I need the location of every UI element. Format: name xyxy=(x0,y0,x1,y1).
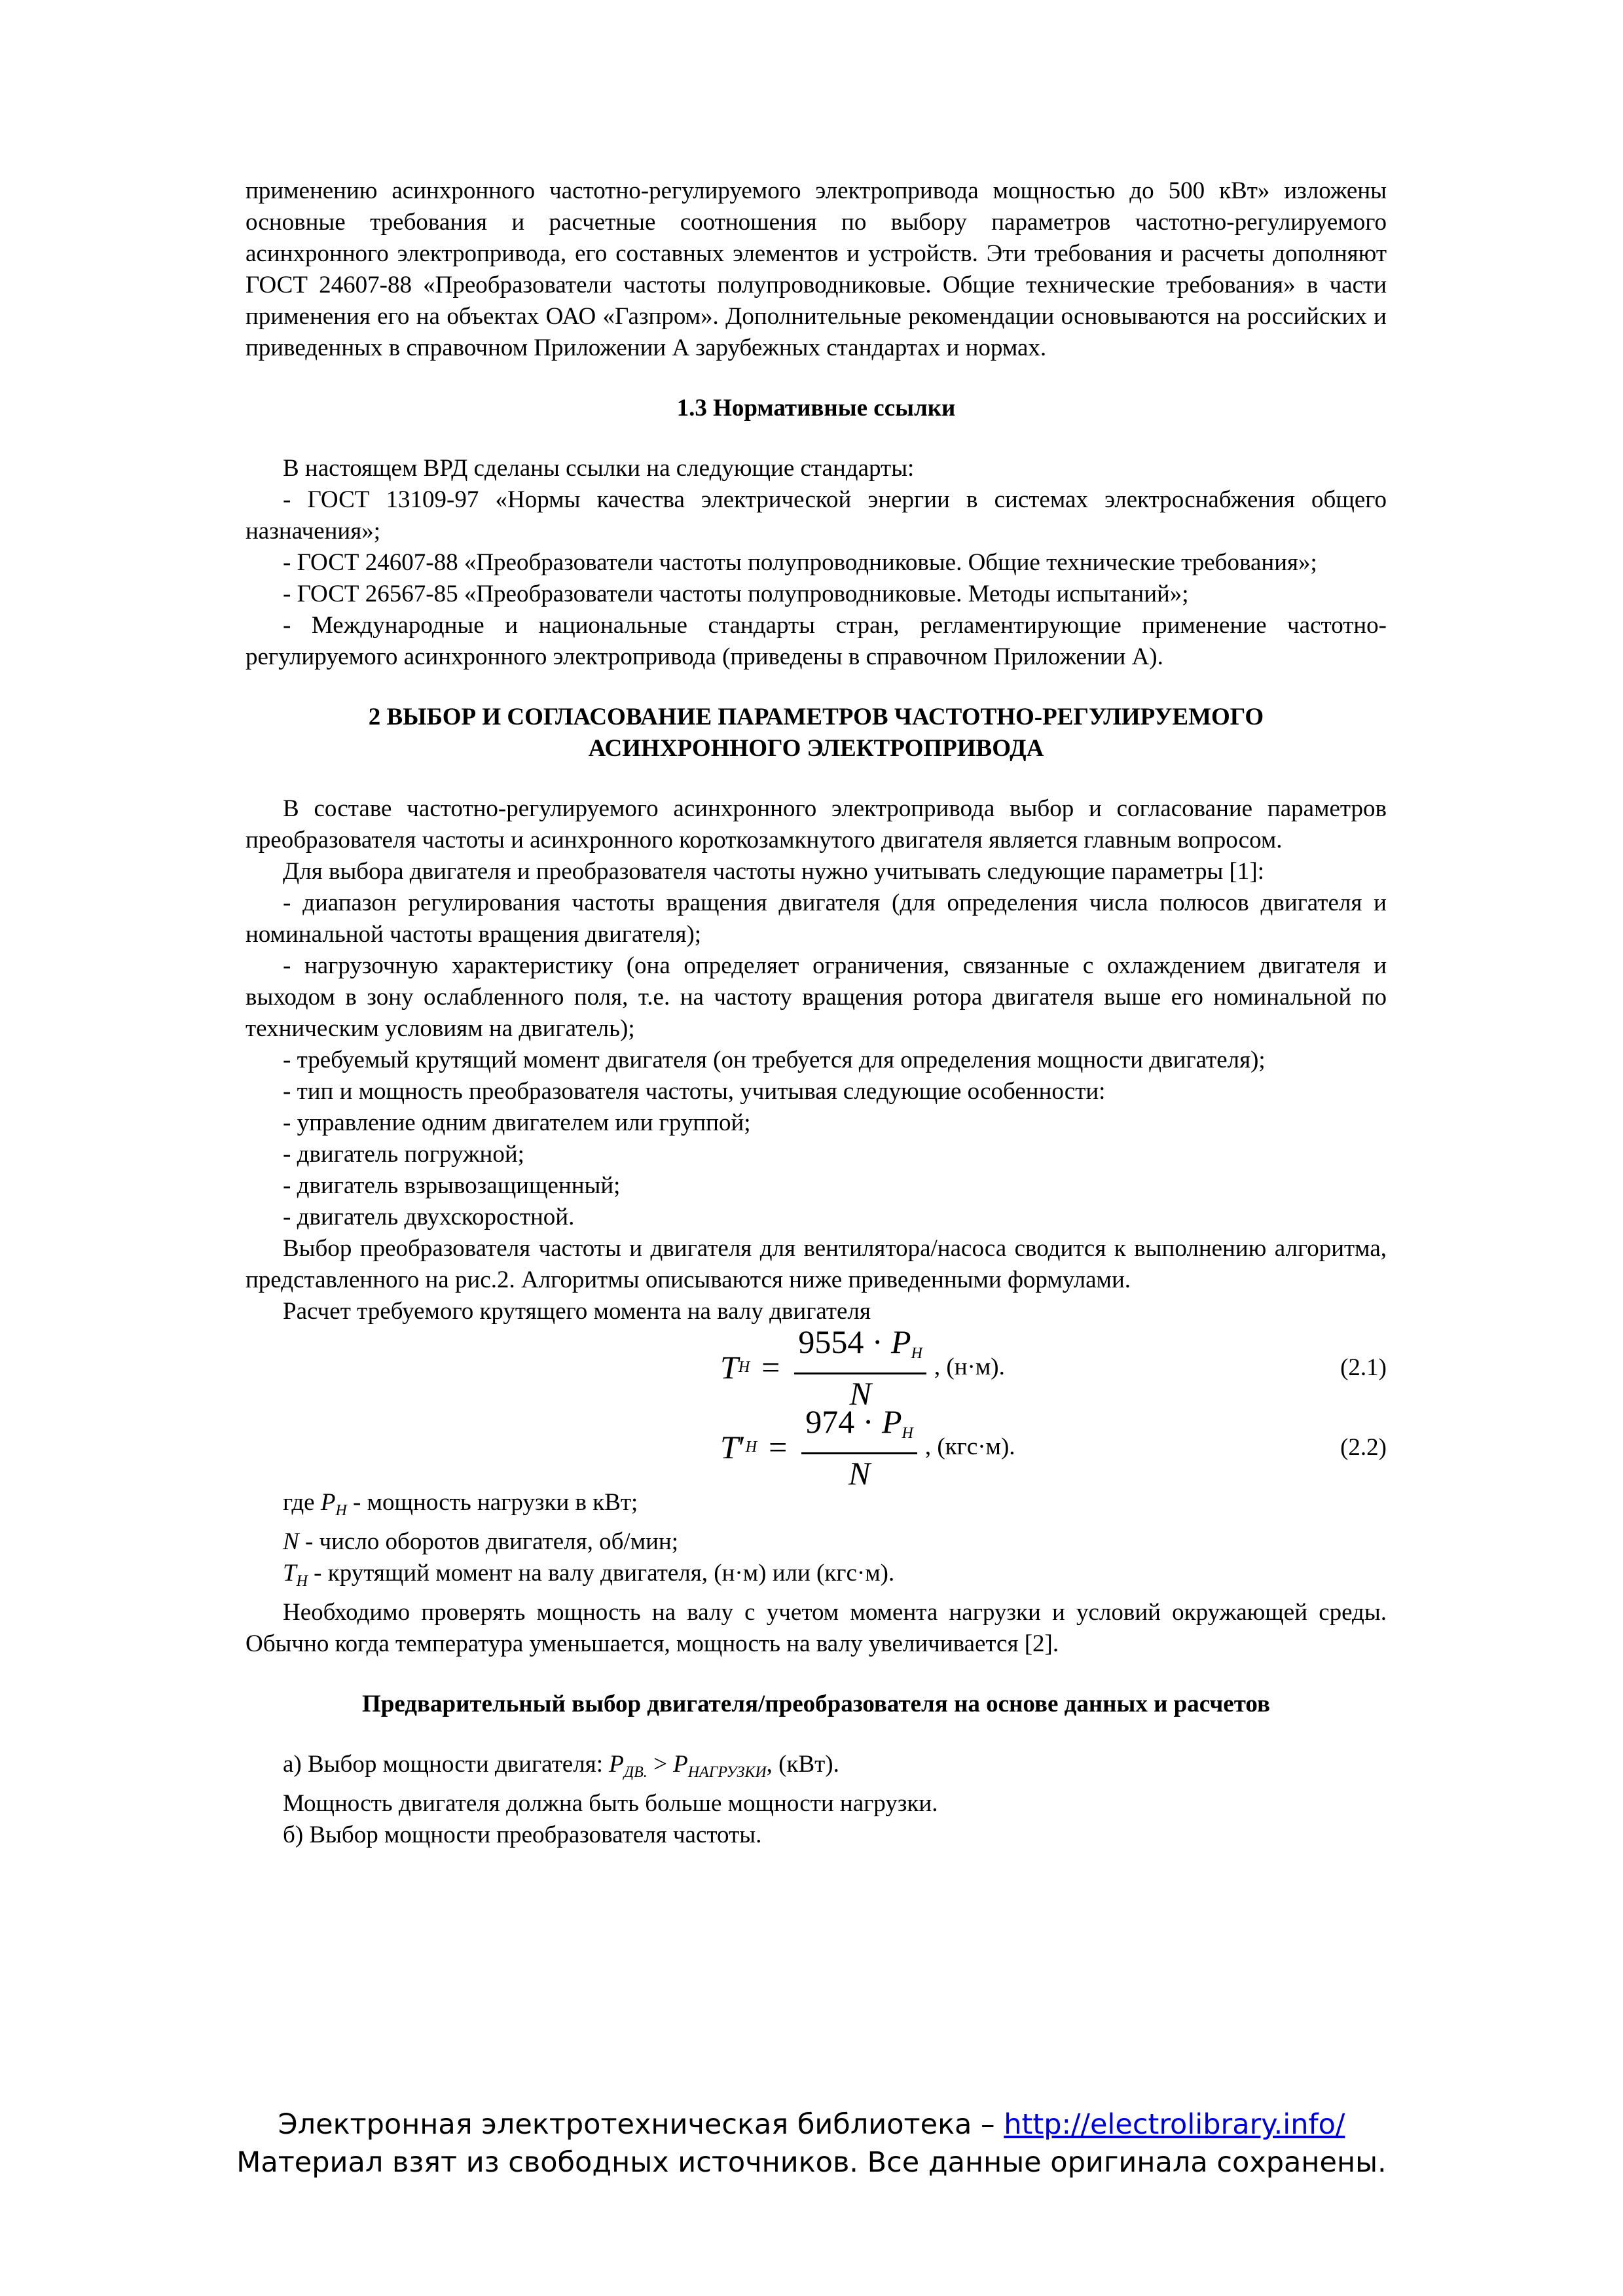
parameter-item: - требуемый крутящий момент двигателя (он требуется для определения мощности двигателя); xyxy=(283,1047,1266,1073)
formula-num-sub: H xyxy=(902,1424,913,1442)
formula-lhs: T xyxy=(720,1349,739,1386)
section-2-paragraph: В составе частотно-регулируемого асинхронного электропривода выбор и согласование параметров преобразователя частоты и асинхронного короткозамкнутого двигателя является главным вопросом. xyxy=(246,795,1387,853)
where-line-1: где $P_H$ - мощность нагрузки в кВт; xyxy=(283,1489,638,1519)
section-1-3-lead: В настоящем ВРД сделаны ссылки на следующие стандарты: xyxy=(283,455,915,482)
preliminary-item-a: а) Выбор мощности двигателя: $P_{ДВ.} > P_{НАГРУЗКИ}$, (кВт). xyxy=(283,1751,839,1781)
formula-num-var: P xyxy=(881,1403,902,1440)
section-2-paragraph: Выбор преобразователя частоты и двигателя для вентилятора/насоса сводится к выполнению алгоритма, представленного на рис.2. Алгоритмы описываются ниже приведенными формулами. xyxy=(246,1235,1387,1293)
where-line-3: $T_H$ - крутящий момент на валу двигателя, (н·м) или (кгс·м). xyxy=(283,1560,895,1590)
parameter-item: - двигатель взрывозащищенный; xyxy=(283,1172,621,1199)
footer-line-1 xyxy=(0,2106,1623,2143)
preliminary-item-b: б) Выбор мощности преобразователя частоты. xyxy=(283,1821,762,1848)
reference-item: - ГОСТ 24607-88 «Преобразователи частоты полупроводниковые. Общие технические требования»; xyxy=(283,549,1317,576)
library-link[interactable]: http://electrolibrary.info/ xyxy=(1004,2108,1345,2141)
formula-unit: , (н·м). xyxy=(934,1354,1005,1380)
formula-num-sub: H xyxy=(911,1344,922,1362)
section-2-paragraph: Расчет требуемого крутящего момента на валу двигателя xyxy=(283,1298,871,1325)
formula-lhs: T xyxy=(720,1429,739,1465)
formula-lhs-sub: H xyxy=(745,1439,757,1456)
where-line-2: N - число оборотов двигателя, об/мин; xyxy=(283,1528,679,1555)
section-2-paragraph: Для выбора двигателя и преобразователя частоты нужно учитывать следующие параметры [1]: xyxy=(283,858,1264,885)
formula-lhs-sub: H xyxy=(738,1359,750,1376)
formula-number: (2.1) xyxy=(1340,1354,1387,1381)
footer-line-2: Материал взят из свободных источников. Все данные оригинала сохранены. xyxy=(236,2146,1387,2179)
parameter-item: - двигатель погружной; xyxy=(283,1141,524,1168)
preliminary-note: Мощность двигателя должна быть больше мощности нагрузки. xyxy=(283,1790,938,1817)
formula-2-2: T ′ H = $\frac{974 \cdot P_H}{N}$ , (кгс·м). (2.2) xyxy=(720,1403,1387,1492)
section-1-3-heading: 1.3 Нормативные ссылки xyxy=(676,395,956,422)
formula-num-var: P xyxy=(891,1323,911,1360)
page-content xyxy=(246,175,1387,1851)
formula-number: (2.2) xyxy=(1340,1434,1387,1461)
where-paragraph: Необходимо проверять мощность на валу с учетом момента нагрузки и условий окружающей среды. Обычно когда температура уменьшается, мощность на валу увеличивается [2]. xyxy=(246,1599,1387,1657)
parameter-item: - тип и мощность преобразователя частоты, учитывая следующие особенности: xyxy=(283,1078,1106,1105)
parameter-item: - управление одним двигателем или группой; xyxy=(283,1109,751,1136)
formula-unit: , (кгс·м). xyxy=(924,1433,1015,1460)
preliminary-heading: Предварительный выбор двигателя/преобразователя на основе данных и расчетов xyxy=(362,1691,1270,1717)
reference-item: - Международные и национальные стандарты стран, регламентирующие применение частотно-регулируемого асинхронного электропривода (приведены в справочном Приложении А). xyxy=(246,612,1387,670)
formula-2-1: T H = $\frac{9554 \cdot P_H}{N}$ , (н·м). (2.1) xyxy=(720,1323,1387,1412)
parameter-item: - нагрузочную характеристику (она определяет ограничения, связанные с охлаждением двигателя и выходом в зону ослабленного поля, т.е. на частоту вращения ротора двигателя выше его номинальной по техническим условиям на двигатель); xyxy=(246,952,1387,1042)
formula-numerator: 9554 · xyxy=(798,1323,892,1360)
formula-lhs-prime: ′ xyxy=(738,1429,746,1465)
section-2-heading-line1: 2 ВЫБОР И СОГЛАСОВАНИЕ ПАРАМЕТРОВ ЧАСТОТНО-РЕГУЛИРУЕМОГО xyxy=(368,704,1264,730)
formula-denominator: N xyxy=(849,1374,871,1412)
intro-paragraph: применению асинхронного частотно-регулируемого электропривода мощностью до 500 кВт» изложены основные требования и расчетные соотношения по выбору параметров частотно-регулируемого асинхронного электропривода, его составных элементов и устройств. Эти требования и расчеты дополняют ГОСТ 24607-88 «Преобразователи частоты полупроводниковые. Общие технические требования» в части применения его на объектах ОАО «Газпром». Дополнительные рекомендации основываются на российских и приведенных в справочном Приложении А зарубежных стандартах и нормах. xyxy=(246,177,1387,361)
reference-item: - ГОСТ 26567-85 «Преобразователи частоты полупроводниковые. Методы испытаний»; xyxy=(283,581,1189,607)
section-2-heading-line2: АСИНХРОННОГО ЭЛЕКТРОПРИВОДА xyxy=(588,735,1044,762)
parameter-item: - диапазон регулирования частоты вращения двигателя (для определения числа полюсов двигателя и номинальной частоты вращения двигателя); xyxy=(246,889,1387,948)
formula-numerator: 974 · xyxy=(805,1403,882,1440)
formula-fraction xyxy=(794,1323,926,1412)
parameter-item: - двигатель двухскоростной. xyxy=(283,1204,575,1230)
reference-item: - ГОСТ 13109-97 «Нормы качества электрической энергии в системах электроснабжения общего назначения»; xyxy=(246,486,1387,545)
formula-fraction xyxy=(801,1403,917,1492)
footer-library-text: Электронная электротехническая библиотека – xyxy=(278,2108,1004,2141)
formula-denominator: N xyxy=(848,1454,871,1492)
